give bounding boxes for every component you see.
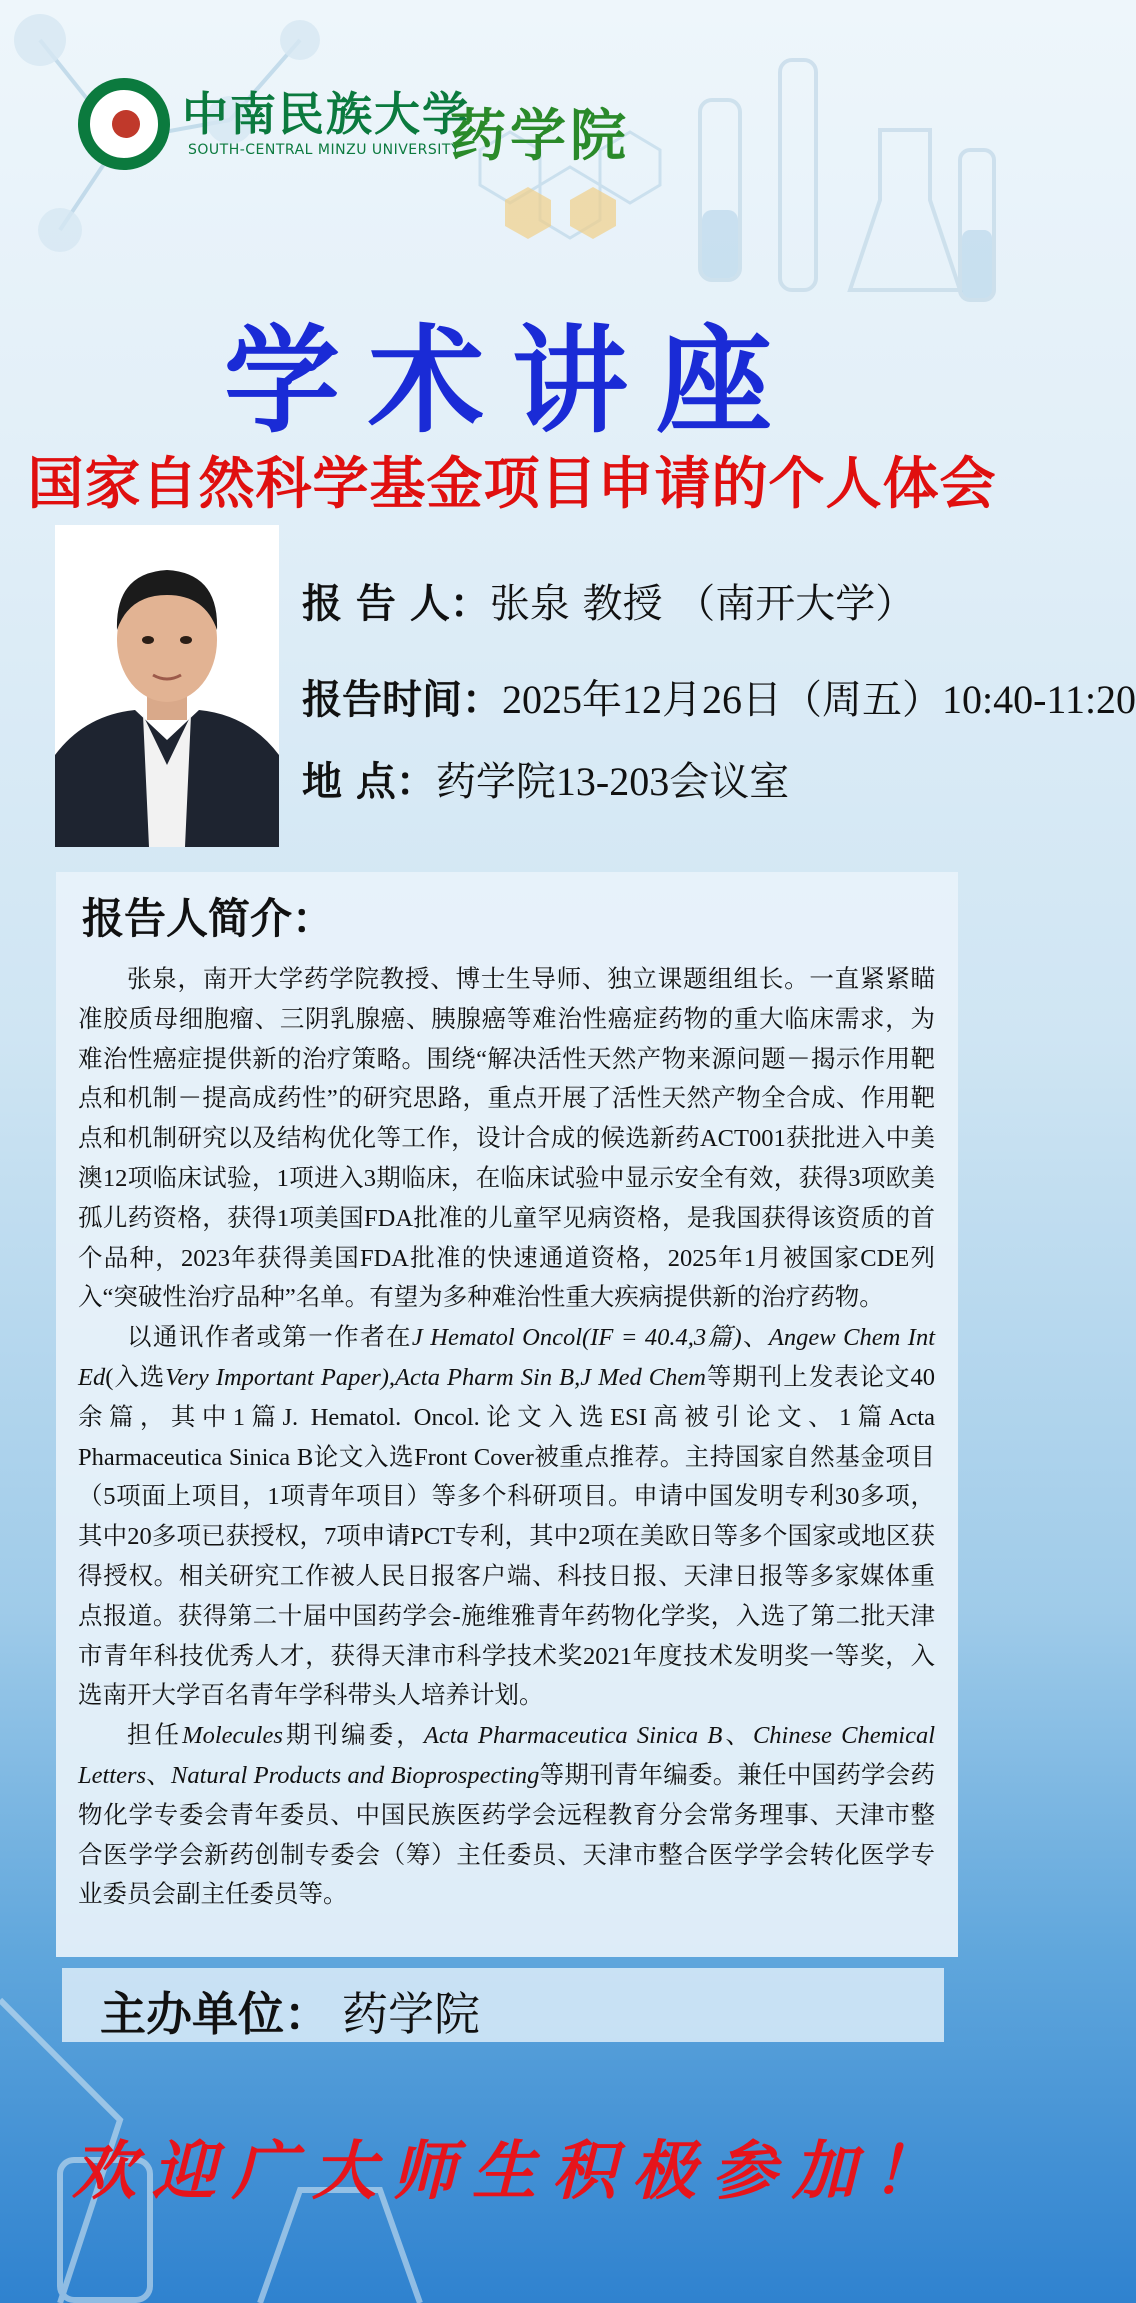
place-label: 地 点：: [302, 759, 436, 805]
place-value: 药学院13-203会议室: [435, 759, 790, 804]
bio-paragraph-1: 张泉，南开大学药学院教授、博士生导师、独立课题组组长。一直紧紧瞄准胶质母细胞瘤、三阴乳腺癌、胰腺癌等难治性癌症药物的重大临床需求，为难治性癌症提供新的治疗策略。围绕“解决活性天然产物来源问题－揭示作用靶点和机制－提高成药性”的研究思路，重点开展了活性天然产物全合成、作用靶点和机制研究以及结构优化等工作，设计合成的候选新药ACT001获批进入中美澳12项临床试验，1项进入3期临床，在临床试验中显示安全有效，获得3项欧美孤儿药资格，获得1项美国FDA批准的儿童罕见病资格，是我国获得该资质的首个品种，2023年获得美国FDA批准的快速通道资格，2025年1月被国家CDE列入“突破性治疗品种”名单。有望为多种难治性重大疾病提供新的治疗药物。: [78, 966, 935, 1312]
page-title: 学术讲座: [224, 314, 800, 449]
time-label: 报告时间：: [302, 677, 502, 723]
university-name-en: SOUTH-CENTRAL MINZU UNIVERSITY: [188, 142, 461, 158]
university-name: 中南民族大学: [182, 87, 470, 141]
place-line: [302, 750, 789, 807]
speaker-value: 张泉 教授 （南开大学）: [489, 581, 916, 627]
time-line: [302, 668, 1136, 725]
speaker-photo: [55, 525, 279, 847]
bio-paragraph-2: 以通讯作者或第一作者在J Hematol Oncol(IF = 40.4,3篇)、Angew Chem Int Ed(入选Very Important Paper),Acta Pharm Sin B,J Med Chem等期刊上发表论文40余篇，其中1篇J. Hematol. Oncol.论文入选ESI高被引论文、1篇Acta Pharmaceutica Sinica B论文入选Front Cover被重点推荐。主持国家自然基金项目（5项面上项目，1项青年项目）等多个科研项目。申请中国发明专利30多项，其中20多项已获授权，7项申请PCT专利，其中2项在美欧日等多个国家或地区获得授权。相关研究工作被人民日报客户端、科技日报、天津日报等多家媒体重点报道。获得第二十届中国药学会-施维雅青年药物化学奖，入选了第二批天津市青年科技优秀人才，获得天津市科学技术奖2021年度技术发明奖一等奖，入选南开大学百名青年学科带头人培养计划。: [78, 1324, 936, 1710]
bio-paragraph-3: 担任Molecules期刊编委，Acta Pharmaceutica Sinica B、Chinese Chemical Letters、Natural Products and Bioprospecting等期刊青年编委。兼任中国药学会药物化学专委会青年委员、中国民族医药学会远程教育分会常务理事、天津市整合医学学会新药创制专委会（筹）主任委员、天津市整合医学学会转化医学专业委员会副主任委员等。: [78, 1722, 936, 1909]
time-value: 2025年12月26日（周五）10:40-11:20: [502, 677, 1136, 722]
host-section: [62, 1968, 944, 2042]
welcome-slogan: 欢迎广大师生积极参加！: [72, 2134, 952, 2209]
speaker-line: [302, 572, 915, 629]
university-logo-icon: [78, 78, 170, 170]
speaker-portrait-image: [55, 525, 279, 847]
header: [78, 70, 698, 190]
speaker-label: 报 告 人：: [302, 581, 490, 627]
bio-heading: 报告人简介：: [82, 894, 335, 943]
school-name: 药学院: [450, 103, 630, 169]
host-label: 主办单位：: [100, 1987, 330, 2041]
lecture-subtitle: 国家自然科学基金项目申请的个人体会: [27, 452, 997, 517]
host-value: 药学院: [342, 1987, 480, 2041]
bio-text: [78, 960, 935, 1915]
bio-section: [56, 872, 958, 1957]
